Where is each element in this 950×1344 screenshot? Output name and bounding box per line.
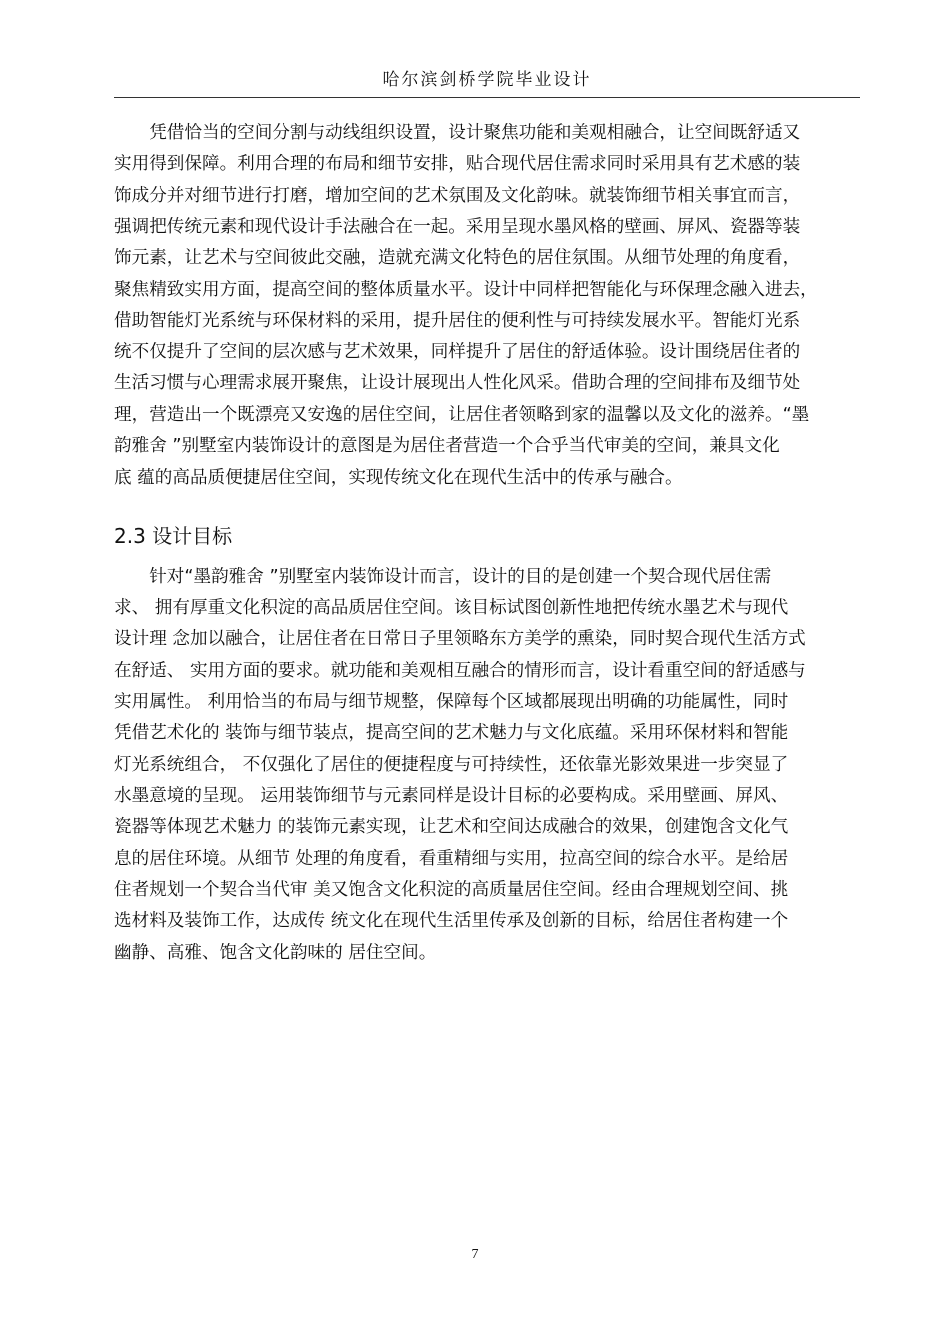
text-line: 借助智能灯光系统与环保材料的采用，提升居住的便利性与可持续发展水平。智能灯光系 xyxy=(114,311,801,331)
section-heading: 2.3 设计目标 xyxy=(114,524,233,548)
text-line: 凭借艺术化的 装饰与细节装点，提高空间的艺术魅力与文化底蕴。采用环保材料和智能 xyxy=(114,723,789,743)
text-line: 幽静、高雅、饱含文化韵味的 居住空间。 xyxy=(114,943,437,963)
text-line: 求、 拥有厚重文化积淀的高品质居住空间。该目标试图创新性地把传统水墨艺术与现代 xyxy=(114,598,789,618)
text-line: 在舒适、 实用方面的要求。就功能和美观相互融合的情形而言，设计看重空间的舒适感与 xyxy=(114,661,806,681)
text-line: 实用得到保障。利用合理的布局和细节安排，贴合现代居住需求同时采用具有艺术感的装 xyxy=(114,154,801,174)
text-line: 强调把传统元素和现代设计手法融合在一起。采用呈现水墨风格的壁画、屏风、瓷器等装 xyxy=(114,217,801,237)
text-line: 实用属性。 利用恰当的布局与细节规整，保障每个区域都展现出明确的功能属性，同时 xyxy=(114,692,789,712)
text-line: 设计理 念加以融合，让居住者在日常日子里领略东方美学的熏染，同时契合现代生活方式 xyxy=(114,629,806,649)
text-line: 理，营造出一个既漂亮又安逸的居住空间，让居住者领略到家的温馨以及文化的滋养。“墨 xyxy=(114,405,810,425)
text-line: 聚焦精致实用方面，提高空间的整体质量水平。设计中同样把智能化与环保理念融入进去， xyxy=(114,280,818,300)
text-line: 统不仅提升了空间的层次感与艺术效果，同样提升了居住的舒适体验。设计围绕居住者的 xyxy=(114,342,801,362)
page-number: 7 xyxy=(471,1247,479,1262)
text-line: 饰成分并对细节进行打磨，增加空间的艺术氛围及文化韵味。就装饰细节相关事宜而言， xyxy=(114,186,801,206)
text-line: 韵雅舍 ”别墅室内装饰设计的意图是为居住者营造一个合乎当代审美的空间，兼具文化 xyxy=(114,436,780,456)
text-line: 选材料及装饰工作，达成传 统文化在现代生活里传承及创新的目标，给居住者构建一个 xyxy=(114,911,789,931)
text-line: 住者规划一个契合当代审 美又饱含文化积淀的高质量居住空间。经由合理规划空间、挑 xyxy=(114,880,789,900)
text-line: 水墨意境的呈现。 运用装饰细节与元素同样是设计目标的必要构成。采用壁画、屏风、 xyxy=(114,786,789,806)
text-line: 生活习惯与心理需求展开聚焦，让设计展现出人性化风采。借助合理的空间排布及细节处 xyxy=(114,373,801,393)
text-line: 饰元素，让艺术与空间彼此交融，造就充满文化特色的居住氛围。从细节处理的角度看， xyxy=(114,248,801,268)
text-line: 底 蕴的高品质便捷居住空间，实现传统文化在现代生活中的传承与融合。 xyxy=(114,468,683,488)
header-divider xyxy=(114,97,860,98)
text-line: 灯光系统组合， 不仅强化了居住的便捷程度与可持续性，还依靠光影效果进一步突显了 xyxy=(114,755,789,775)
text-line: 针对“墨韵雅舍 ”别墅室内装饰设计而言，设计的目的是创建一个契合现代居住需 xyxy=(114,567,772,587)
text-line: 息的居住环境。从细节 处理的角度看，看重精细与实用，拉高空间的综合水平。是给居 xyxy=(114,849,789,869)
text-line: 凭借恰当的空间分割与动线组织设置，设计聚焦功能和美观相融合，让空间既舒适又 xyxy=(114,123,801,143)
page-header: 哈尔滨剑桥学院毕业设计 xyxy=(382,70,592,90)
text-line: 瓷器等体现艺术魅力 的装饰元素实现，让艺术和空间达成融合的效果，创建饱含文化气 xyxy=(114,817,789,837)
